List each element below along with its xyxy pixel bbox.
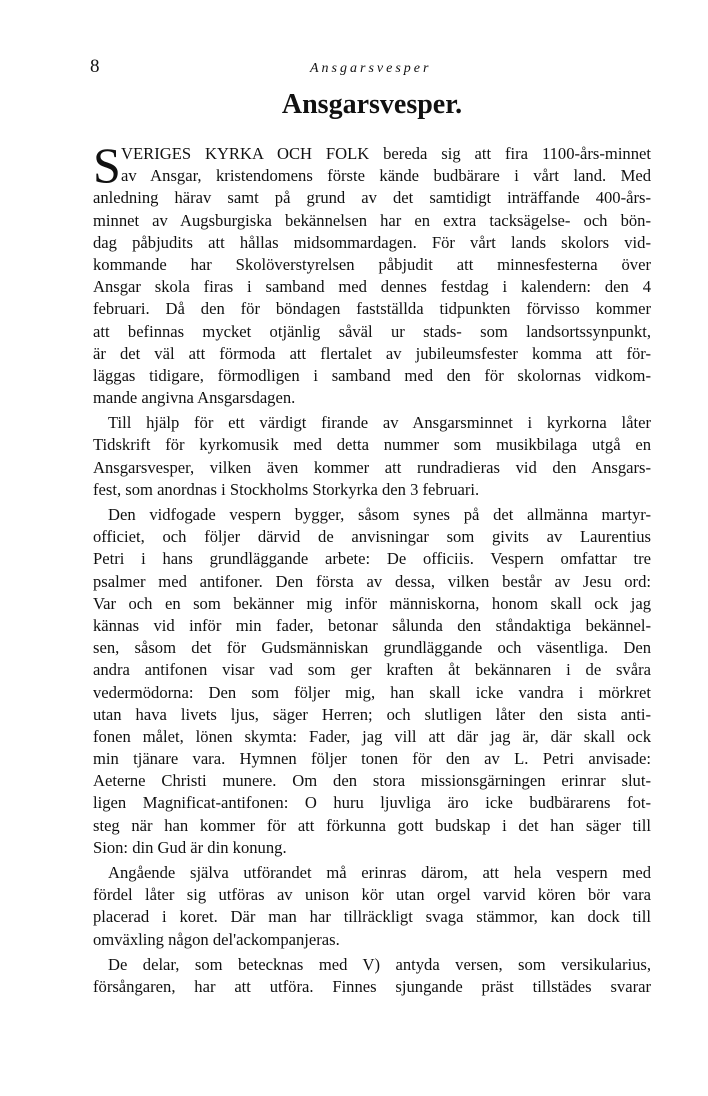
text-line: anledning härav samt på grund av det samtidigt inträffande 400-års- <box>93 188 651 208</box>
text-line: Aeterne Christi munere. Om den stora missionsgärningen erinrar slut- <box>93 771 651 791</box>
running-head: Ansgarsvesper <box>310 61 432 76</box>
text-line: februari. Då den för böndagen fastställda tidpunkten förvisso kommer <box>93 299 651 319</box>
text-line: mande angivna Ansgarsdagen. <box>93 388 296 408</box>
text-line: är det väl att förmoda att flertalet av jubileumsfester komma att för- <box>93 343 651 363</box>
text-line: försångaren, har att utföra. Finnes sjungande präst tillstädes svarar <box>93 976 651 996</box>
text-line: utan hava livets ljus, säger Herren; och slutligen låter den sista anti- <box>93 704 651 724</box>
text-line: fest, som anordnas i Stockholms Storkyrka den 3 februari. <box>93 479 480 499</box>
paragraph <box>93 412 651 501</box>
text-line: steg när han kommer för att förkunna gott budskap i det han säger till <box>93 815 651 835</box>
text-line: ligen Magnificat-antifonen: O huru ljuvliga äro icke budbärarens fot- <box>93 793 651 813</box>
text-line: läggas tidigare, förmodligen i samband med den för skolornas vidkom- <box>93 365 651 385</box>
page-number: 8 <box>90 56 100 77</box>
paragraph <box>93 862 651 951</box>
paragraph <box>93 954 651 998</box>
text-line: kännas vid inför min fader, betonar sålunda den ståndaktiga bekännel- <box>93 615 651 635</box>
text-line: psalmer med antifoner. Den första av dessa, vilken består av Jesu ord: <box>93 571 651 591</box>
text-line: min tjänare vara. Hymnen följer tonen för den av L. Petri anvisade: <box>93 749 651 769</box>
text-line: Tidskrift för kyrkomusik med detta nummer som musikbilaga utgå en <box>93 435 651 455</box>
paragraph <box>93 504 651 859</box>
text-line: Petri i hans grundläggande arbete: De officiis. Vespern omfattar tre <box>93 549 651 569</box>
text-line: dag påbjudits att hållas midsommardagen. För vårt lands skolors vid- <box>93 232 651 252</box>
text-line: Ansgarsvesper, vilken även kommer att rundradieras vid den Ansgars- <box>93 457 651 477</box>
text-line: av Ansgar, kristendomens förste kände budbärare i vårt land. Med <box>121 166 651 186</box>
text-line: Var och en som bekänner mig inför människorna, honom skall ock jag <box>93 593 651 613</box>
article-title: Ansgarsvesper. <box>281 89 463 120</box>
text-line: sen, såsom det för Gudsmänniskan grundläggande och väsentliga. Den <box>93 638 651 658</box>
text-line: Till hjälp för ett värdigt firande av Ansgarsminnet i kyrkorna låter <box>108 413 651 433</box>
text-line: vedermödorna: Den som följer mig, han skall icke vandra i mörkret <box>93 682 651 702</box>
text-line: omväxling någon del'ackompanjeras. <box>93 929 340 949</box>
text-line: fördel låter sig utföras av unison kör utan orgel varvid kören bör vara <box>93 885 651 905</box>
text-line: Angående själva utförandet må erinras därom, att hela vespern med <box>108 863 651 882</box>
text-line: fonen målet, lönen skymta: Fader, jag vill att där jag är, där skall ock <box>93 726 651 746</box>
paragraph <box>93 137 651 409</box>
text-line: VERIGES KYRKA OCH FOLK bereda sig att fira 1100-års-minnet <box>121 144 651 163</box>
text-line: De delar, som betecknas med V) antyda versen, som versikularius, <box>108 954 651 974</box>
article-body <box>93 137 651 998</box>
text-line: Ansgar skola firas i samband med dennes festdag i kalendern: den 4 <box>93 277 651 297</box>
text-line: kommande har Skolöverstyrelsen påbjudit att minnesfesterna över <box>93 254 651 274</box>
text-line: Sion: din Gud är din konung. <box>93 837 287 857</box>
text-line: andra antifonen visar vad som ger kraften åt bekännaren i de svåra <box>93 660 651 680</box>
text-line: Den vidfogade vespern bygger, såsom synes på det allmänna martyr- <box>108 505 651 524</box>
text-line: officiet, och följer därvid de anvisningar som givits av Laurentius <box>93 527 651 547</box>
text-line: att befinnas mycket otjänlig såväl ur stads- som landsortssynpunkt, <box>93 321 651 341</box>
text-line: minnet av Augsburgiska bekännelsen har en extra tacksägelse- och bön- <box>93 210 651 230</box>
drop-cap: S <box>93 137 121 193</box>
text-line: placerad i koret. Där man har tillräckligt svaga stämmor, kan dock till <box>93 907 651 927</box>
